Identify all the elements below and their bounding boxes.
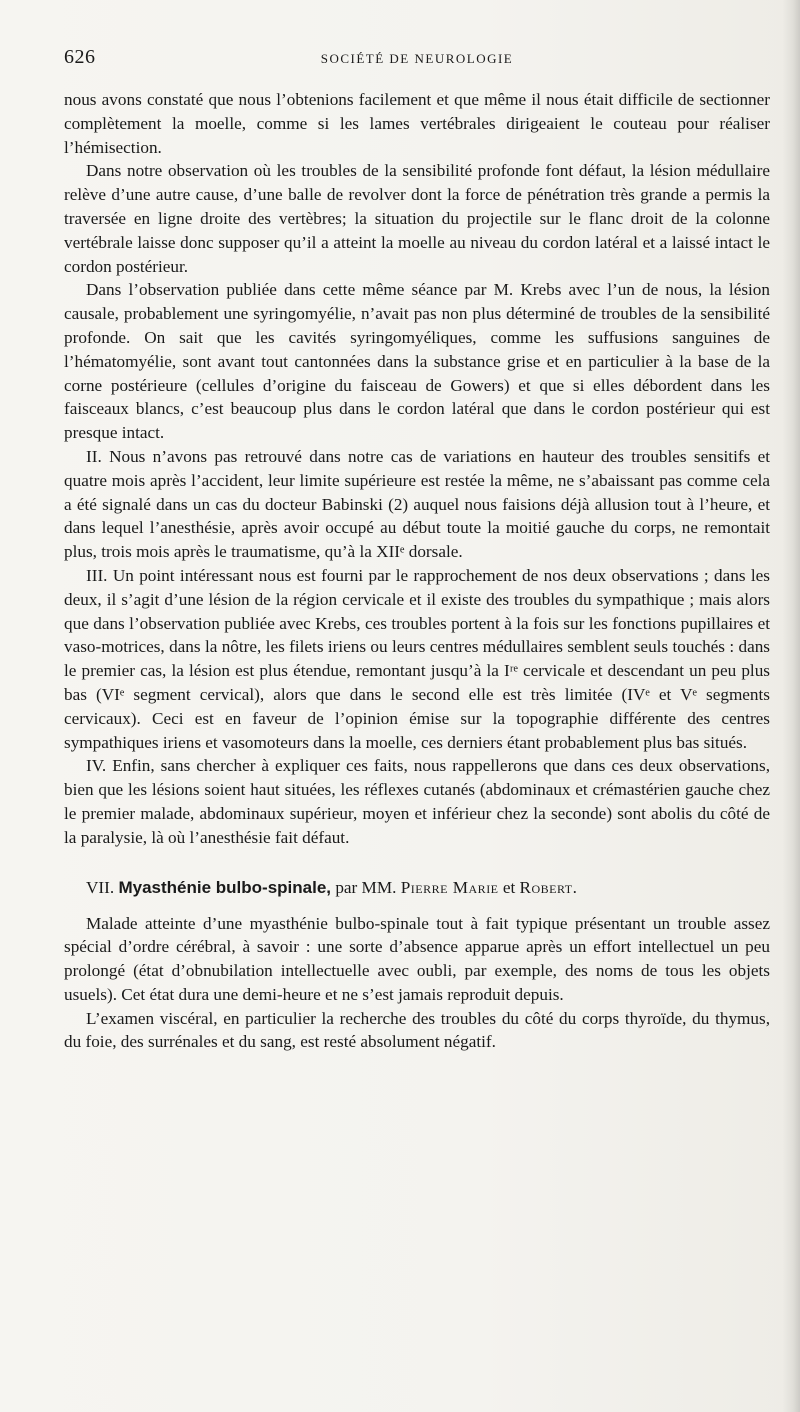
section-heading [64,876,770,900]
paragraph-5: III. Un point intéressant nous est fourni par le rapprochement de nos deux observations ; dans les deux, il s’agit d’une lésion de la région cervicale et il existe des troubles du sympathique ; mais alors que dans l’observation publiée avec Krebs, ces troubles portent à la fois sur les fonctions pupillaires et vaso-motrices, dans la nôtre, les filets iriens ou leurs centres médullaires semblent seuls touchés : dans le premier cas, la lésion est plus étendue, remontant jusqu’à la Iʳᵉ cervicale et descendant un peu plus bas (VIᵉ segment cervical), alors que dans le second elle est très limitée (IVᵉ et Vᵉ segments cervicaux). Ceci est en faveur de l’opinion émise sur la topographie différente des centres sympathiques iriens et vasomoteurs dans la moelle, ces derniers étant probablement plus bas situés. [64,565,770,752]
section-by: par MM. [335,877,397,897]
section-number: VII. [86,877,115,897]
section-and: et [502,877,516,897]
page-header [64,46,770,72]
section-paragraph-2: L’examen viscéral, en particulier la recherche des troubles du côté du corps thyroïde, du thymus, du foie, des surrénales et du sang, est resté absolument négatif. [64,1008,770,1052]
paragraph-3: Dans l’observation publiée dans cette même séance par M. Krebs avec l’un de nous, la lésion causale, probablement une syringomyélie, n’avait pas non plus déterminé de troubles de la sensibilité profonde. On sait que les cavités syringomyéliques, comme les suffusions sanguines de l’hématomyélie, sont avant tout cantonnées dans la substance grise et en particulier à la base de la corne postérieure (cellules d’origine du faisceau de Gowers) et que si elles débordent dans les faisceaux blancs, c’est beaucoup plus dans le cordon latéral que dans le cordon postérieur qui est presque intact. [64,280,770,443]
running-head: SOCIÉTÉ DE NEUROLOGIE [320,51,514,66]
section-title: Myasthénie bulbo-spinale, [118,877,332,897]
section-author-2: Robert. [519,877,578,897]
paragraph-4: II. Nous n’avons pas retrouvé dans notre cas de variations en hauteur des troubles sensitifs et quatre mois après l’accident, leur limite supérieure est restée la même, ne s’abaissant pas comme cela a été signalé dans un cas du docteur Babinski (2) auquel nous faisions déjà allusion tout à l’heure, et dans lequel l’anesthésie, après avoir occupé au début toute la moitié gauche du corps, ne remontait plus, trois mois après le traumatisme, qu’à la XIIᵉ dorsale. [64,446,770,562]
section-paragraph-1: Malade atteinte d’une myasthénie bulbo-spinale tout à fait typique présentant un trouble assez spécial d’ordre cérébral, à savoir : une sorte d’absence apparue après un effort intellectuel un peu prolongé (état d’obnubilation intellectuelle avec oubli, par exemple, des noms de tous les objets usuels). Cet état dura une demi-heure et ne s’est jamais reproduit depuis. [64,913,770,1004]
section-author-1: Pierre Marie [400,877,499,897]
paragraph-2: Dans notre observation où les troubles de la sensibilité profonde font défaut, la lésion médullaire relève d’une autre cause, d’une balle de revolver dont la force de pénétration très grande a permis la traversée en ligne droite des vertèbres; la situation du projectile sur le flanc droit de la colonne vertébrale laisse donc supposer qu’il a atteint la moelle au niveau du cordon latéral et a laissé intact le cordon postérieur. [64,161,770,276]
body-text [64,88,770,1054]
page-number: 626 [64,46,96,68]
paragraph-1: nous avons constaté que nous l’obtenions facilement et que même il nous était difficile de sectionner complètement la moelle, comme si les lames vertébrales dirigeaient le couteau pour réaliser l’hémisection. [64,90,770,157]
page-edge-shadow [782,0,800,1412]
paragraph-6: IV. Enfin, sans chercher à expliquer ces faits, nous rappellerons que dans ces deux observations, bien que les lésions soient haut situées, les réflexes cutanés (abdominaux et crémastérien gauche chez le premier malade, abdominaux supérieur, moyen et inférieur chez la seconde) sont abolis du côté de la paralysie, là où l’anesthésie fait défaut. [64,756,770,847]
